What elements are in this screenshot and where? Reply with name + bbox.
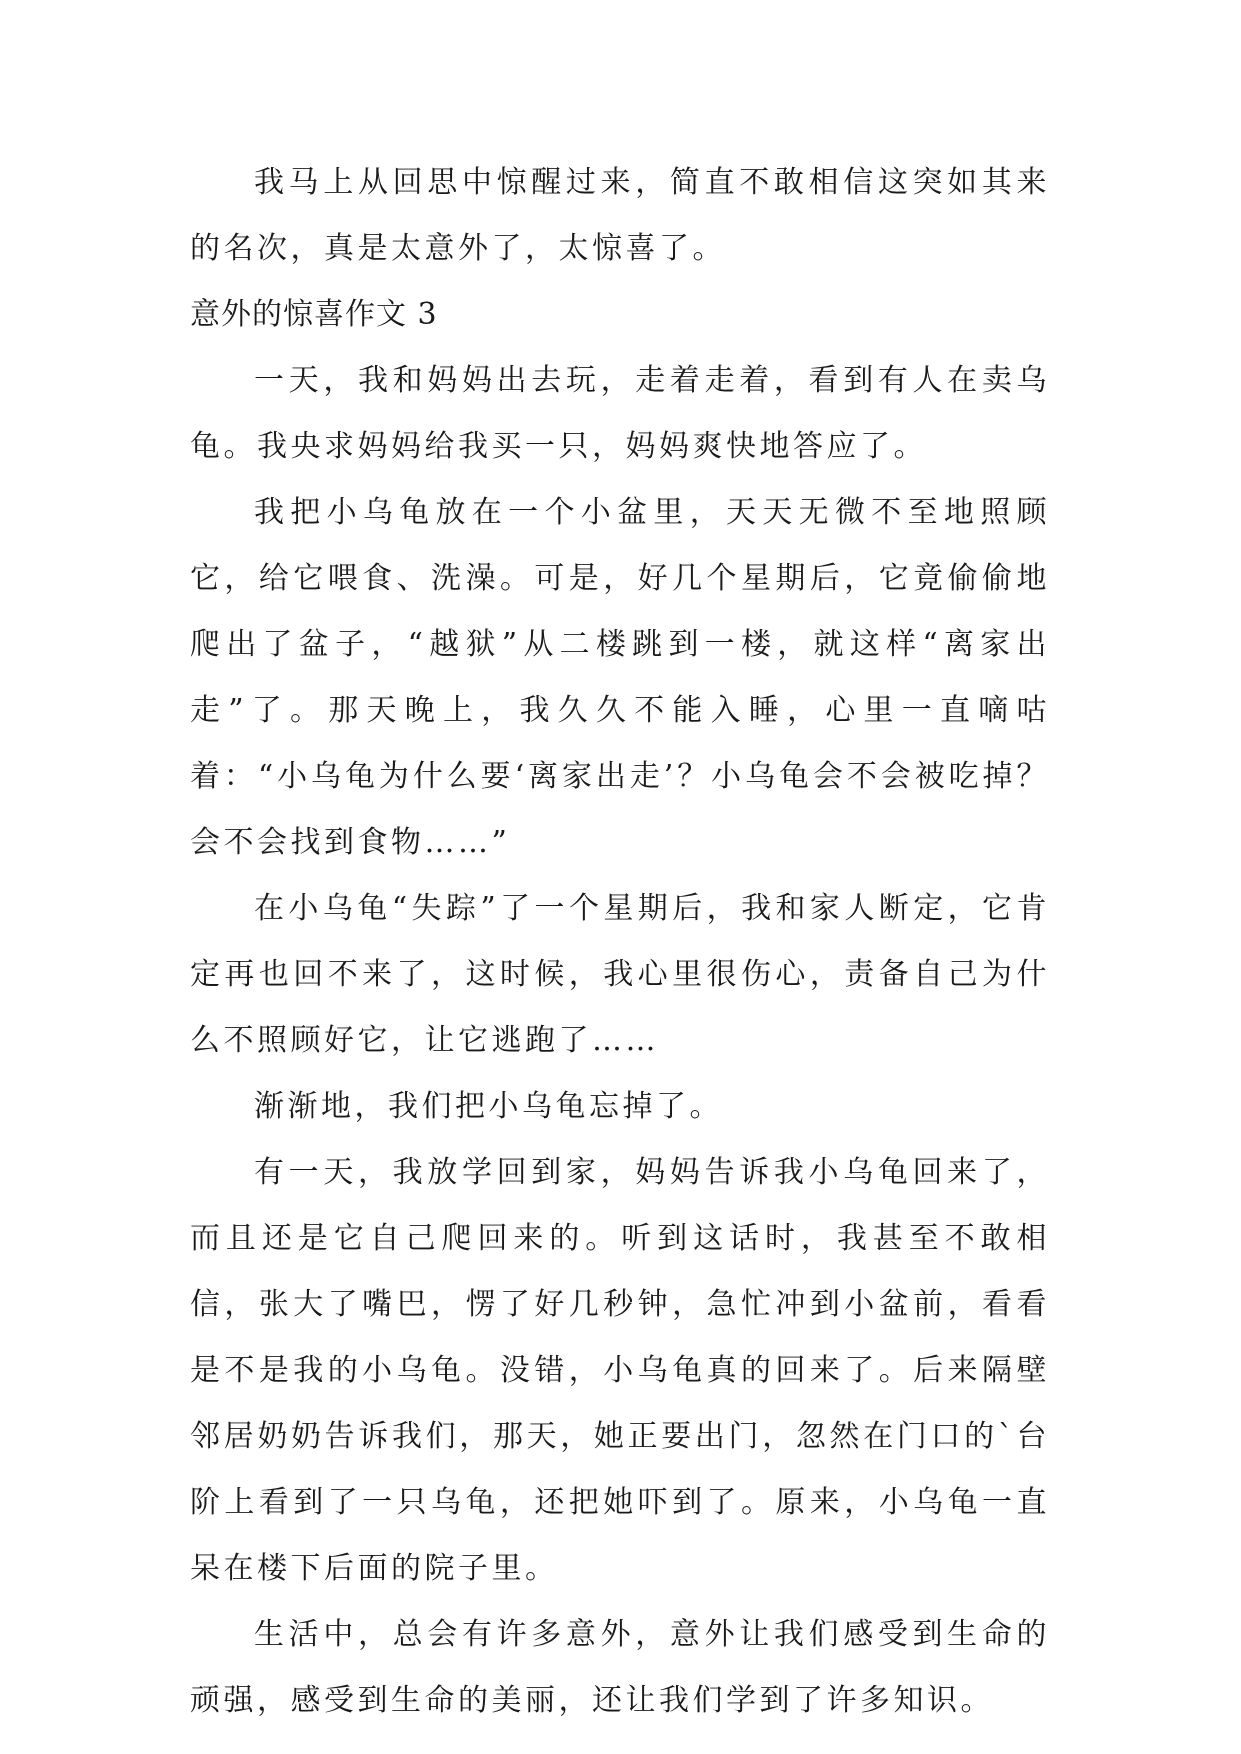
paragraph: 一天，我和妈妈出去玩，走着走着，看到有人在卖乌龟。我央求妈妈给我买一只，妈妈爽快地答应了。 (190, 363, 1050, 464)
paragraph: 有一天，我放学回到家，妈妈告诉我小乌龟回来了，而且还是它自己爬回来的。听到这话时，我甚至不敢相信，张大了嘴巴，愣了好几秒钟，急忙冲到小盆前，看看是不是我的小乌龟。没错，小乌龟真的回来了。后来隔壁邻居奶奶告诉我们，那天，她正要出门，忽然在门口的`台阶上看到了一只乌龟，还把她吓到了。原来，小乌龟一直呆在楼下后面的院子里。 (190, 1155, 1050, 1586)
section-heading: 意外的惊喜作文 3 (190, 297, 438, 332)
paragraph: 渐渐地，我们把小乌龟忘掉了。 (254, 1089, 723, 1124)
paragraph: 生活中，总会有许多意外，意外让我们感受到生命的顽强，感受到生命的美丽，还让我们学到了许多知识。 (190, 1617, 1050, 1718)
paragraph: 我把小乌龟放在一个小盆里，天天无微不至地照顾它，给它喂食、洗澡。可是，好几个星期后，它竟偷偷地爬出了盆子，“越狱”从二楼跳到一楼，就这样“离家出走”了。那天晚上，我久久不能入睡，心里一直嘀咕着：“小乌龟为什么要‘离家出走’？小乌龟会不会被吃掉？会不会找到食物……” (190, 495, 1050, 860)
paragraph: 在小乌龟“失踪”了一个星期后，我和家人断定，它肯定再也回不来了，这时候，我心里很伤心，责备自己为什么不照顾好它，让它逃跑了…… (190, 891, 1050, 1058)
document-page (190, 150, 1050, 1734)
paragraph: 我马上从回思中惊醒过来，简直不敢相信这突如其来的名次，真是太意外了，太惊喜了。 (190, 165, 1050, 266)
